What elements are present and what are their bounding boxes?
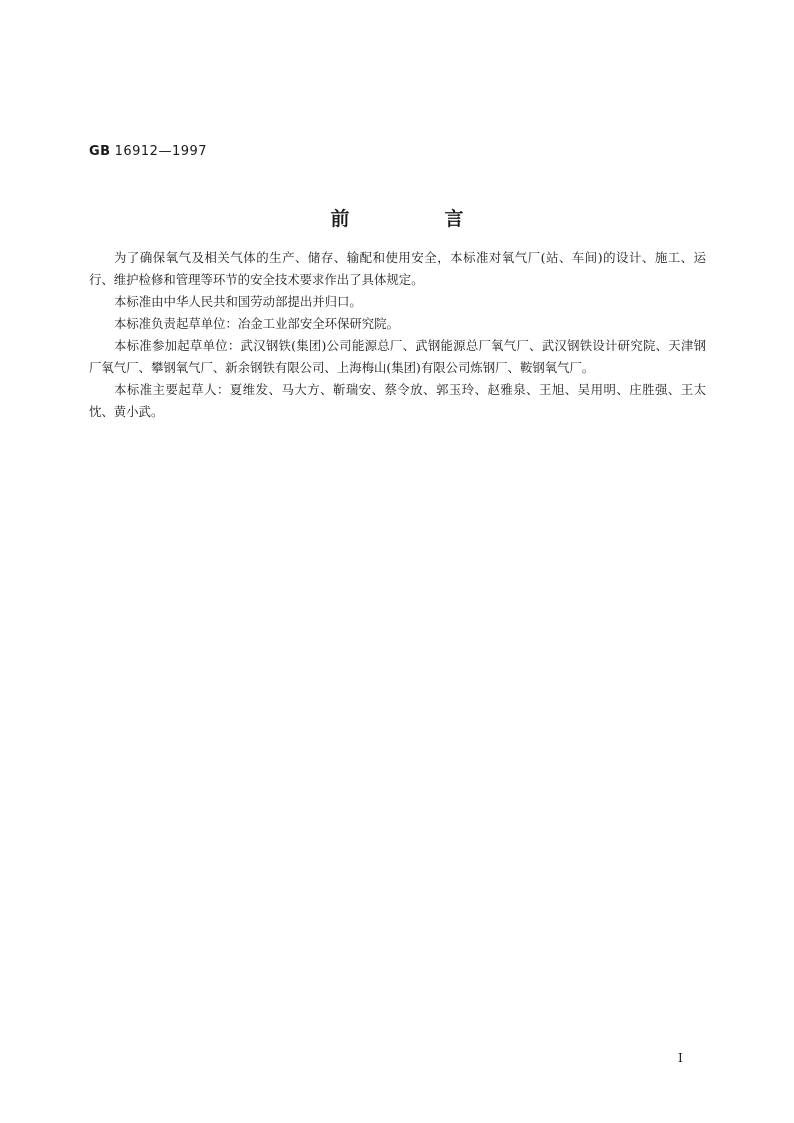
paragraph-drafting-unit: 本标准负责起草单位：冶金工业部安全环保研究院。 — [114, 316, 399, 331]
standard-number — [89, 144, 207, 159]
paragraph-main-drafters: 本标准主要起草人：夏维发、马大方、靳瑞安、蔡令放、郭玉玲、赵雅泉、王旭、吴用明、庄胜强、王太忱、黄小武。 — [89, 382, 706, 419]
paragraph-proposer: 本标准由中华人民共和国劳动部提出并归口。 — [114, 294, 362, 309]
paragraph-participating-units: 本标准参加起草单位：武汉钢铁(集团)公司能源总厂、武钢能源总厂氧气厂、武汉钢铁设计研究院、天津钢厂氧气厂、攀钢氧气厂、新余钢铁有限公司、上海梅山(集团)有限公司炼钢厂、鞍钢氧气厂。 — [89, 338, 706, 375]
standard-prefix: GB — [89, 144, 111, 159]
paragraph-purpose: 为了确保氧气及相关气体的生产、储存、输配和使用安全，本标准对氧气厂(站、车间)的设计、施工、运行、维护检修和管理等环节的安全技术要求作出了具体规定。 — [89, 250, 706, 287]
page-title: 前 言 — [330, 208, 502, 230]
foreword-body — [89, 247, 706, 423]
page-number: I — [678, 1051, 683, 1065]
standard-code: 16912—1997 — [114, 144, 208, 159]
